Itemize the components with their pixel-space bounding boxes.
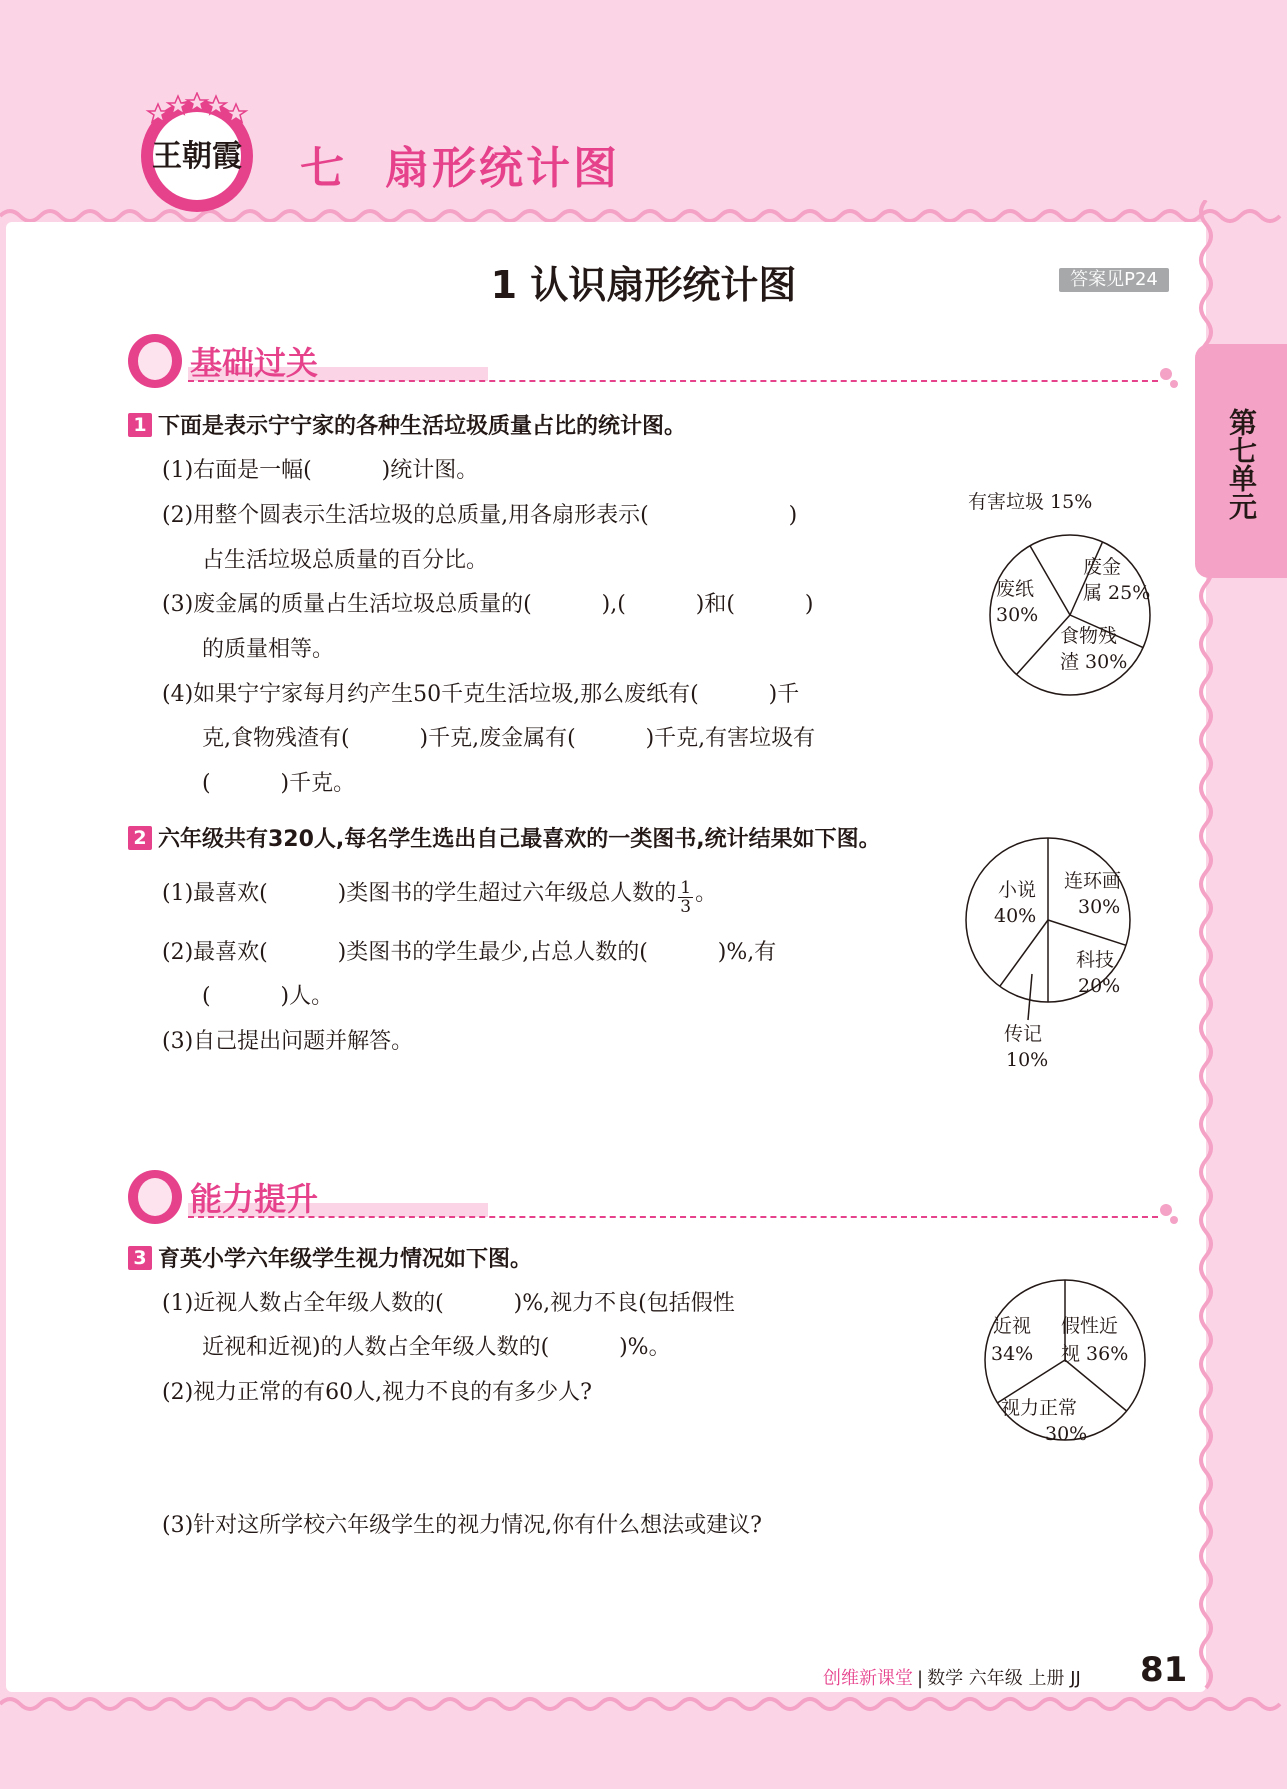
q1-line: 克,食物残渣有( )千克,废金属有( )千克,有害垃圾有 [202, 726, 816, 751]
footer-brand: 创维新课堂 [823, 1668, 913, 1689]
section-title-advanced: 能力提升 [190, 1180, 319, 1218]
fraction: $\frac{1}{3}$ [680, 878, 692, 917]
answer-reference-badge: 答案见P24 [1059, 268, 1169, 292]
pie-label: 渣 30% [1060, 651, 1128, 673]
pie-label: 10% [1006, 1049, 1049, 1071]
pie-label: 30% [1045, 1423, 1088, 1445]
q2-line: (1)最喜欢( )类图书的学生超过六年级总人数的 $\frac{1}{3}$ 。 [162, 878, 718, 917]
svg-text:王朝霞: 王朝霞 [152, 139, 242, 174]
pie-label: 连环画 [1064, 870, 1122, 892]
pie-label: 废金 [1083, 556, 1122, 578]
bottom-wavy-border [0, 1690, 1287, 1724]
lesson-title: 1 认识扇形统计图 [490, 263, 797, 307]
q1-line: (4)如果宁宁家每月约产生50千克生活垃圾,那么废纸有( )千 [162, 682, 800, 707]
pie-label: 视 36% [1061, 1343, 1129, 1365]
unit-name: 扇形统计图 [385, 143, 620, 194]
pie-label: 20% [1078, 975, 1121, 997]
pie-label: 40% [994, 905, 1037, 927]
section-header-basic [128, 334, 1178, 390]
pie-label: 近视 [993, 1315, 1032, 1337]
section-title-basic: 基础过关 [190, 344, 319, 382]
question-1-title [128, 409, 686, 440]
mascot-icon [128, 1170, 182, 1224]
page-number: 81 [1140, 1650, 1188, 1690]
unit-number: 七 [300, 143, 347, 194]
q2-line: ( )人。 [202, 984, 334, 1009]
question-2-title [128, 822, 881, 853]
pie-label: 假性近 [1061, 1315, 1119, 1337]
question-number: 3 [128, 1246, 152, 1270]
pie-label: 科技 [1076, 949, 1115, 971]
q1-line: (2)用整个圆表示生活垃圾的总质量,用各扇形表示( ) [162, 503, 798, 528]
q3-line: 近视和近视)的人数占全年级人数的( )%。 [202, 1335, 671, 1360]
pie-chart-books [960, 830, 1160, 1080]
question-number: 1 [128, 413, 152, 437]
q3-line: (2)视力正常的有60人,视力不良的有多少人? [162, 1380, 592, 1405]
pie-label: 30% [996, 604, 1039, 626]
section-header-advanced [128, 1170, 1178, 1226]
q1-line: ( )千克。 [202, 771, 356, 796]
q1-line: (3)废金属的质量占生活垃圾总质量的( ),( )和( ) [162, 592, 814, 617]
brand-logo [136, 92, 258, 214]
pie-label: 有害垃圾 15% [968, 491, 1093, 513]
pie-label: 废纸 [996, 578, 1035, 600]
footer-info [823, 1664, 1081, 1690]
unit-side-tab[interactable] [1195, 344, 1287, 578]
pie-chart-eyesight [975, 1270, 1155, 1450]
pie-label: 34% [991, 1343, 1034, 1365]
question-text: 育英小学六年级学生视力情况如下图。 [158, 1247, 533, 1272]
q3-line: (1)近视人数占全年级人数的( )%,视力不良(包括假性 [162, 1291, 735, 1316]
mascot-icon [128, 334, 182, 388]
pie-chart-garbage [960, 480, 1180, 700]
question-text: 六年级共有320人,每名学生选出自己最喜欢的一类图书,统计结果如下图。 [158, 827, 881, 852]
footer-book-info: 数学 六年级 上册 JJ [927, 1668, 1081, 1689]
pie-label: 30% [1078, 896, 1121, 918]
pie-label: 食物残 [1060, 625, 1118, 647]
question-number: 2 [128, 826, 152, 850]
unit-title [300, 132, 620, 196]
question-3-title [128, 1242, 532, 1273]
q2-line: (2)最喜欢( )类图书的学生最少,占总人数的( )%,有 [162, 940, 777, 965]
q1-line: 的质量相等。 [202, 637, 335, 662]
q1-line: (1)右面是一幅( )统计图。 [162, 458, 479, 483]
side-tab-label: 第七单元 [1225, 408, 1258, 520]
pie-label: 小说 [998, 879, 1037, 901]
pie-label: 属 25% [1083, 582, 1151, 604]
pie-label: 传记 [1004, 1023, 1043, 1045]
footer-separator: | [917, 1668, 924, 1689]
q3-line: (3)针对这所学校六年级学生的视力情况,你有什么想法或建议? [162, 1513, 762, 1538]
q2-line: (3)自己提出问题并解答。 [162, 1029, 414, 1054]
question-text: 下面是表示宁宁家的各种生活垃圾质量占比的统计图。 [158, 414, 687, 439]
pie-label: 视力正常 [1001, 1397, 1078, 1419]
q1-line: 占生活垃圾总质量的百分比。 [202, 548, 489, 573]
